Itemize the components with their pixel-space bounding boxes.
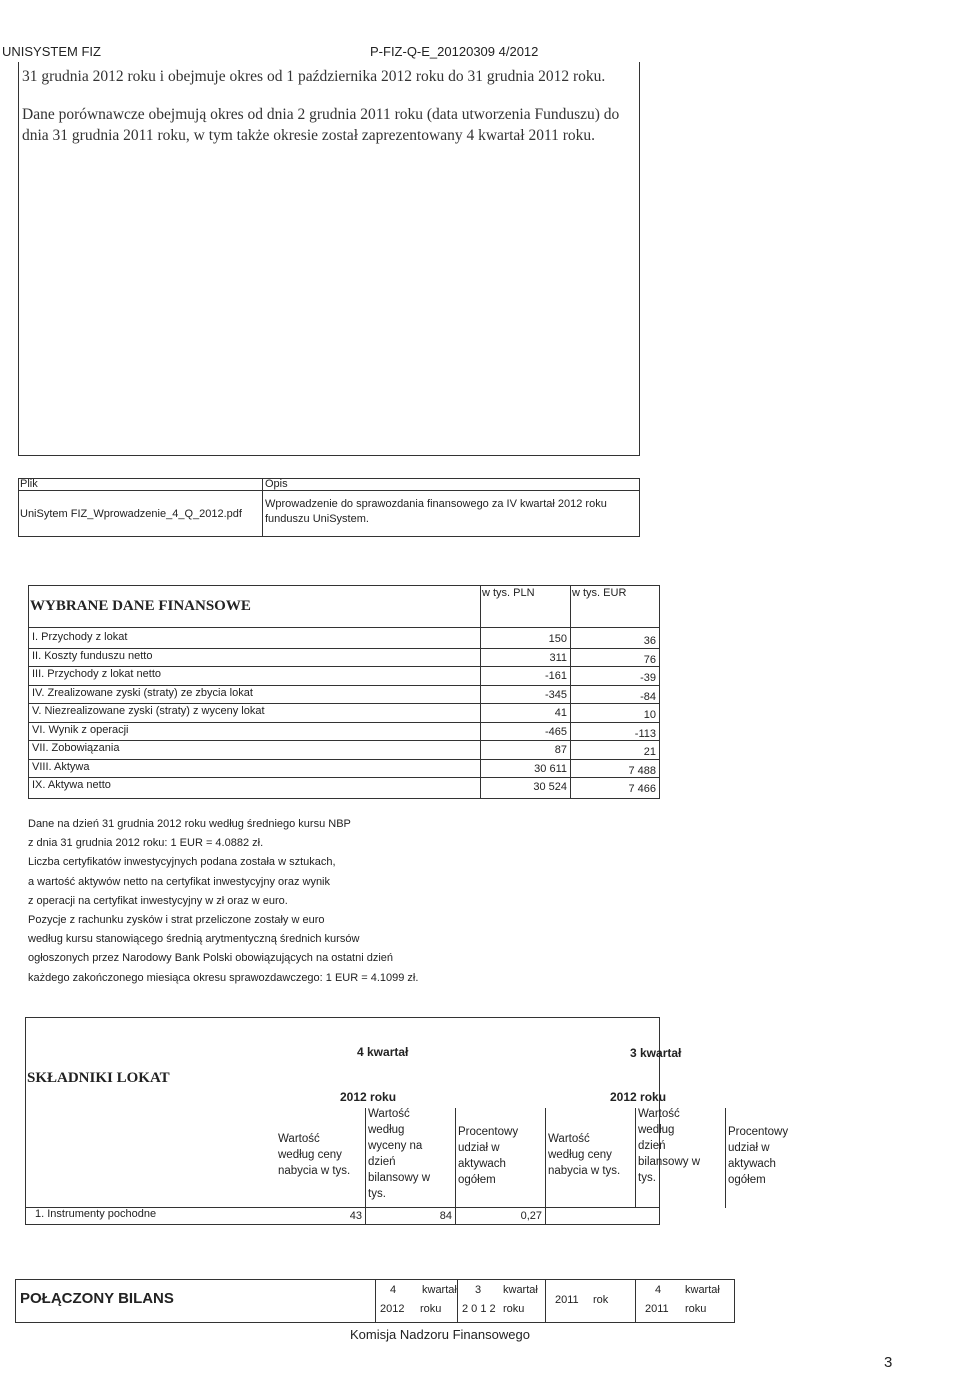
note-line: a wartość aktywów netto na certyfikat inwestycyjny oraz wynik bbox=[28, 875, 331, 888]
q4-year: 2012 roku bbox=[340, 1090, 397, 1104]
financial-row-label: III. Przychody z lokat netto bbox=[32, 668, 162, 680]
note-line: Pozycje z rachunku zysków i strat przeliczone zostały w euro bbox=[28, 914, 325, 926]
financial-row-pln: -345 bbox=[544, 688, 567, 701]
financial-row-eur: 7 466 bbox=[628, 783, 656, 795]
financial-row-eur: 7 488 bbox=[628, 764, 656, 777]
balance-h1-year: 2012 bbox=[380, 1303, 405, 1315]
inv-row-q4-value: 84 bbox=[439, 1210, 452, 1222]
financial-row-pln: 87 bbox=[554, 744, 567, 756]
balance-h1-num: 4 bbox=[390, 1284, 397, 1296]
file-desc-line-1: Wprowadzenie do sprawozdania finansowego za IV kwartał 2012 roku bbox=[265, 498, 607, 510]
balance-h1-roku: roku bbox=[420, 1303, 442, 1315]
financial-row-label: I. Przychody z lokat bbox=[32, 631, 128, 643]
note-line: ogłoszonych przez Narodowy Bank Polski obowiązujących na ostatni dzień bbox=[28, 952, 394, 965]
balance-h4-num: 4 bbox=[655, 1284, 662, 1296]
q3-col-pct: Procentowy udział w aktywach ogółem bbox=[728, 1126, 789, 1186]
q3-label: 3 kwartał bbox=[630, 1046, 682, 1060]
q3-col-value: Wartość według dzień bilansowy w tys. bbox=[638, 1108, 700, 1184]
financial-row-divider bbox=[28, 703, 660, 704]
balance-h1-kwartal: kwartał bbox=[422, 1284, 457, 1296]
inv-row-q4-pct: 0,27 bbox=[520, 1210, 542, 1222]
financial-col-eur: w tys. EUR bbox=[572, 587, 627, 599]
files-col-file: Plik bbox=[20, 478, 38, 490]
financial-row-eur: -84 bbox=[640, 690, 656, 703]
financial-title: WYBRANE DANE FINANSOWE bbox=[30, 598, 251, 614]
financial-row-label: IX. Aktywa netto bbox=[32, 779, 111, 791]
file-name-link[interactable]: UniSytem FIZ_Wprowadzenie_4_Q_2012.pdf bbox=[20, 508, 242, 520]
financial-row-divider bbox=[28, 722, 660, 723]
financial-row-eur: 10 bbox=[643, 709, 656, 721]
balance-h2-num: 3 bbox=[475, 1284, 482, 1296]
financial-row-pln: 311 bbox=[549, 651, 567, 664]
document-header-right: P-FIZ-Q-E_20120309 4/2012 bbox=[370, 44, 539, 59]
financial-row-pln: -161 bbox=[544, 670, 567, 682]
financial-row-pln: 30 524 bbox=[533, 781, 567, 793]
file-desc-line-2: funduszu UniSystem. bbox=[265, 513, 369, 525]
financial-row-label: VIII. Aktywa bbox=[32, 760, 90, 773]
intro-line-1: 31 grudnia 2012 roku i obejmuje okres od 1 października 2012 roku do 31 grudnia 2012 roku. bbox=[22, 68, 606, 85]
files-col-desc: Opis bbox=[265, 478, 288, 490]
q4-col-cost: Wartość według ceny nabycia w tys. bbox=[278, 1133, 351, 1177]
financial-row-pln: 150 bbox=[548, 633, 567, 645]
note-line: z operacji na certyfikat inwestycyjny w zł oraz w euro. bbox=[28, 894, 288, 907]
intro-para2-line-1: Dane porównawcze obejmują okres od dnia 2 grudnia 2011 roku (data utworzenia Funduszu) do bbox=[22, 106, 620, 123]
financial-row-label: IV. Zrealizowane zyski (straty) ze zbycia lokat bbox=[32, 686, 253, 699]
financial-row-divider bbox=[28, 685, 660, 686]
note-line: Liczba certyfikatów inwestycyjnych podana została w sztukach, bbox=[28, 856, 336, 869]
balance-h3-rok: rok bbox=[593, 1294, 609, 1306]
q4-col-value: Wartość według wyceny na dzień bilansowy w tys. bbox=[368, 1108, 430, 1200]
financial-row-eur: 36 bbox=[643, 635, 656, 647]
financial-row-divider bbox=[28, 777, 660, 778]
financial-row-divider bbox=[28, 740, 660, 741]
note-line: Dane na dzień 31 grudnia 2012 roku według średniego kursu NBP bbox=[28, 818, 351, 830]
financial-row-divider bbox=[28, 759, 660, 760]
balance-h2-year: 2 0 1 2 bbox=[462, 1303, 496, 1315]
balance-h4-kwartal: kwartał bbox=[685, 1284, 720, 1296]
financial-row-eur: -39 bbox=[640, 672, 656, 684]
investments-title: SKŁADNIKI LOKAT bbox=[27, 1070, 170, 1086]
balance-h2-kwartal: kwartał bbox=[503, 1284, 538, 1296]
financial-row-label: VII. Zobowiązania bbox=[32, 742, 120, 754]
balance-h3-year: 2011 bbox=[555, 1294, 579, 1306]
document-header-left: UNISYSTEM FIZ bbox=[2, 44, 101, 59]
financial-row-eur: 21 bbox=[643, 746, 656, 758]
investments-table bbox=[25, 1017, 660, 1225]
financial-row-divider bbox=[28, 648, 660, 649]
financial-col-pln: w tys. PLN bbox=[482, 587, 535, 599]
financial-row-pln: 41 bbox=[554, 707, 567, 719]
inv-row-q4-cost: 43 bbox=[349, 1210, 362, 1222]
financial-row-divider bbox=[28, 666, 660, 667]
financial-row-pln: -465 bbox=[544, 725, 567, 738]
q3-year: 2012 roku bbox=[610, 1090, 667, 1104]
inv-row-label: 1. Instrumenty pochodne bbox=[35, 1208, 157, 1220]
q4-label: 4 kwartał bbox=[357, 1045, 409, 1059]
page-number: 3 bbox=[884, 1354, 893, 1371]
note-line: każdego zakończonego miesiąca okresu sprawozdawczego: 1 EUR = 4.1099 zł. bbox=[28, 971, 419, 984]
intro-para2-line-2: dnia 31 grudnia 2011 roku, w tym także okresie został zaprezentowany 4 kwartał 2011 roku. bbox=[22, 127, 596, 144]
financial-row-pln: 30 611 bbox=[534, 762, 567, 775]
note-line: z dnia 31 grudnia 2012 roku: 1 EUR = 4.0882 zł. bbox=[28, 837, 264, 850]
footer-center: Komisja Nadzoru Finansowego bbox=[350, 1327, 530, 1342]
balance-h2-roku: roku bbox=[503, 1303, 525, 1315]
financial-row-label: V. Niezrealizowane zyski (straty) z wyceny lokat bbox=[32, 705, 265, 717]
financial-row-label: II. Koszty funduszu netto bbox=[32, 649, 153, 662]
balance-h4-year: 2011 bbox=[645, 1303, 669, 1315]
financial-row-label: VI. Wynik z operacji bbox=[32, 723, 129, 736]
q4-col-pct: Procentowy udział w aktywach ogółem bbox=[458, 1126, 519, 1186]
note-line: według kursu stanowiącego średnią arytmentyczną średnich kursów bbox=[28, 933, 360, 946]
balance-title: POŁĄCZONY BILANS bbox=[20, 1290, 174, 1307]
q3-col-cost: Wartość według ceny nabycia w tys. bbox=[548, 1133, 621, 1177]
financial-row-eur: 76 bbox=[643, 653, 656, 666]
balance-h4-roku: roku bbox=[685, 1303, 707, 1315]
financial-row-eur: -113 bbox=[634, 727, 656, 740]
